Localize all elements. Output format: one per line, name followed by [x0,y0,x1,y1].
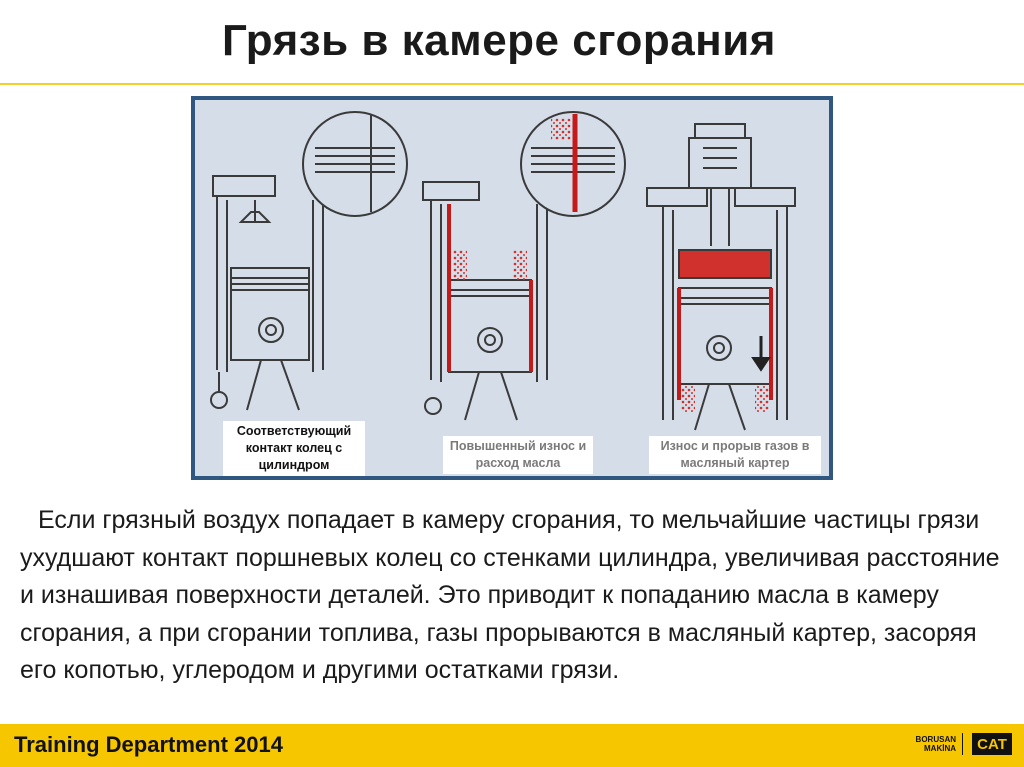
piston-diagram [195,100,829,476]
slide-title-bar [0,0,1024,84]
borusan-logo [893,733,963,755]
caption-blowby: Износ и прорыв газов в масляный картер [649,436,821,474]
footer-department: Training Department 2014 [14,732,283,757]
title-underline [0,83,1024,85]
piston-diagram-figure [191,96,833,480]
slide-title: Грязь в камере сгорания [222,16,776,65]
caption-increased-wear: Повышенный износ и расход масла [443,436,593,474]
caption-normal-ring-contact: Соответствующий контакт колец с цилиндром [223,421,365,476]
engine-diagram-worn [423,112,625,420]
body-paragraph: Если грязный воздух попадает в камеру сгорания, то мельчайшие частицы грязи ухудшают контакт поршневых колец со стенками цилиндра, увеличивая расстояние и изнашивая поверхности деталей. Это приводит к попаданию масла в камеру сгорания, а при сгорании топлива, газы прорываются в масляный картер, засоряя его копотью, углеродом и другими остатками грязи. [20,506,1000,684]
footer-bar [0,724,1024,767]
engine-diagram-normal [211,112,407,410]
cat-logo: CAT [972,733,1012,755]
engine-diagram-blowby [647,124,795,430]
borusan-logo-line2: MAKİNA [924,744,956,753]
borusan-logo-line1: BORUSAN [915,735,956,744]
